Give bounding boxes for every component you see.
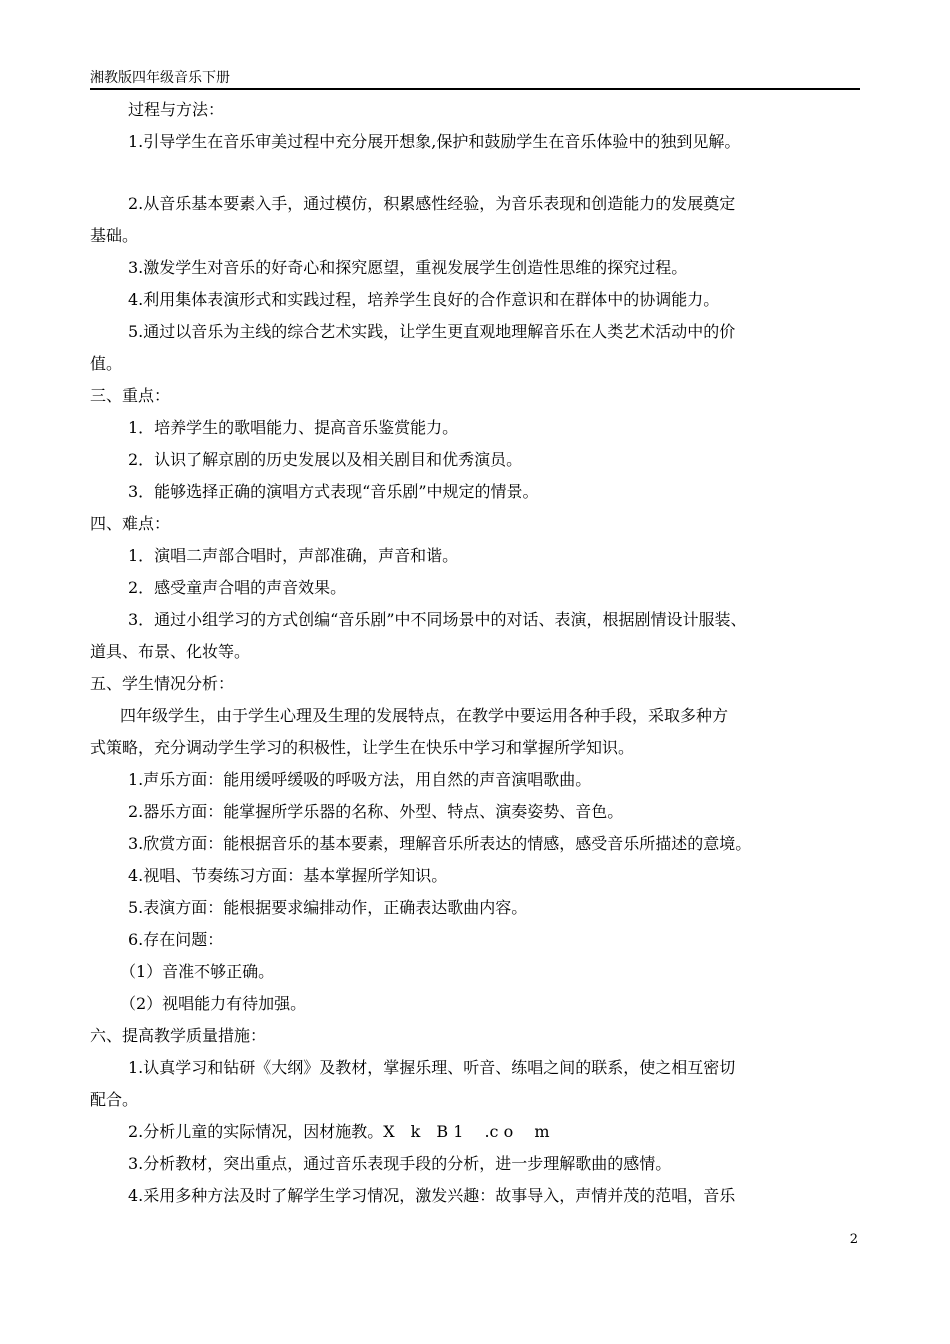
document-body xyxy=(90,94,862,1212)
text-line: （2）视唱能力有待加强。 xyxy=(120,994,307,1013)
text-line: 道具、布景、化妆等。 xyxy=(90,642,251,661)
text-line: 2.器乐方面：能掌握所学乐器的名称、外型、特点、演奏姿势、音色。 xyxy=(128,802,624,821)
section-heading: 五、学生情况分析： xyxy=(90,674,235,693)
page-header xyxy=(90,68,860,90)
section-heading: 四、难点： xyxy=(90,514,171,533)
header-title: 湘教版四年级音乐下册 xyxy=(90,70,230,86)
text-line: 3.激发学生对音乐的好奇心和探究愿望，重视发展学生创造性思维的探究过程。 xyxy=(128,258,688,277)
text-line: （1）音准不够正确。 xyxy=(120,962,275,981)
text-line: 1.引导学生在音乐审美过程中充分展开想象,保护和鼓励学生在音乐体验中的独到见解。 xyxy=(128,132,741,151)
text-line: 1.声乐方面：能用缓呼缓吸的呼吸方法，用自然的声音演唱歌曲。 xyxy=(128,770,592,789)
text-line: 5.表演方面：能根据要求编排动作，正确表达歌曲内容。 xyxy=(128,898,528,917)
section-heading: 三、重点： xyxy=(90,386,171,405)
text-line: 3.分析教材，突出重点，通过音乐表现手段的分析，进一步理解歌曲的感情。 xyxy=(128,1154,672,1173)
text-line: 过程与方法： xyxy=(128,100,225,119)
text-line: 1.认真学习和钻研《大纲》及教材，掌握乐理、听音、练唱之间的联系，使之相互密切 xyxy=(128,1058,736,1077)
text-line: 3.欣赏方面：能根据音乐的基本要素，理解音乐所表达的情感，感受音乐所描述的意境。 xyxy=(128,834,752,853)
text-line: 基础。 xyxy=(90,226,139,245)
text-line: 四年级学生，由于学生心理及生理的发展特点，在教学中要运用各种手段，采取多种方 xyxy=(120,706,729,725)
text-line: 式策略，充分调动学生学习的积极性，让学生在快乐中学习和掌握所学知识。 xyxy=(90,738,635,757)
text-line: 配合。 xyxy=(90,1090,139,1109)
text-line: 3．能够选择正确的演唱方式表现“音乐剧”中规定的情景。 xyxy=(128,482,539,501)
blank-gap xyxy=(90,158,862,188)
text-line: 3．通过小组学习的方式创编“音乐剧”中不同场景中的对话、表演，根据剧情设计服装、 xyxy=(128,610,747,629)
text-line: 2．认识了解京剧的历史发展以及相关剧目和优秀演员。 xyxy=(128,450,523,469)
section-heading: 六、提高教学质量措施： xyxy=(90,1026,267,1045)
text-line: 5.通过以音乐为主线的综合艺术实践，让学生更直观地理解音乐在人类艺术活动中的价 xyxy=(128,322,736,341)
text-line: 6.存在问题： xyxy=(128,930,224,949)
text-line: 4.视唱、节奏练习方面：基本掌握所学知识。 xyxy=(128,866,448,885)
text-line: 值。 xyxy=(90,354,123,373)
text-line: 2.分析儿童的实际情况，因材施教。X k B 1 .c o m xyxy=(128,1122,550,1141)
text-line: 2．感受童声合唱的声音效果。 xyxy=(128,578,347,597)
text-line: 1．培养学生的歌唱能力、提高音乐鉴赏能力。 xyxy=(128,418,459,437)
text-line: 4.采用多种方法及时了解学生学习情况，激发兴趣：故事导入，声情并茂的范唱，音乐 xyxy=(128,1186,736,1205)
page-number: 2 xyxy=(849,1232,858,1247)
text-line: 1．演唱二声部合唱时，声部准确，声音和谐。 xyxy=(128,546,459,565)
text-line: 2.从音乐基本要素入手，通过模仿，积累感性经验，为音乐表现和创造能力的发展奠定 xyxy=(128,194,736,213)
text-line: 4.利用集体表演形式和实践过程，培养学生良好的合作意识和在群体中的协调能力。 xyxy=(128,290,720,309)
